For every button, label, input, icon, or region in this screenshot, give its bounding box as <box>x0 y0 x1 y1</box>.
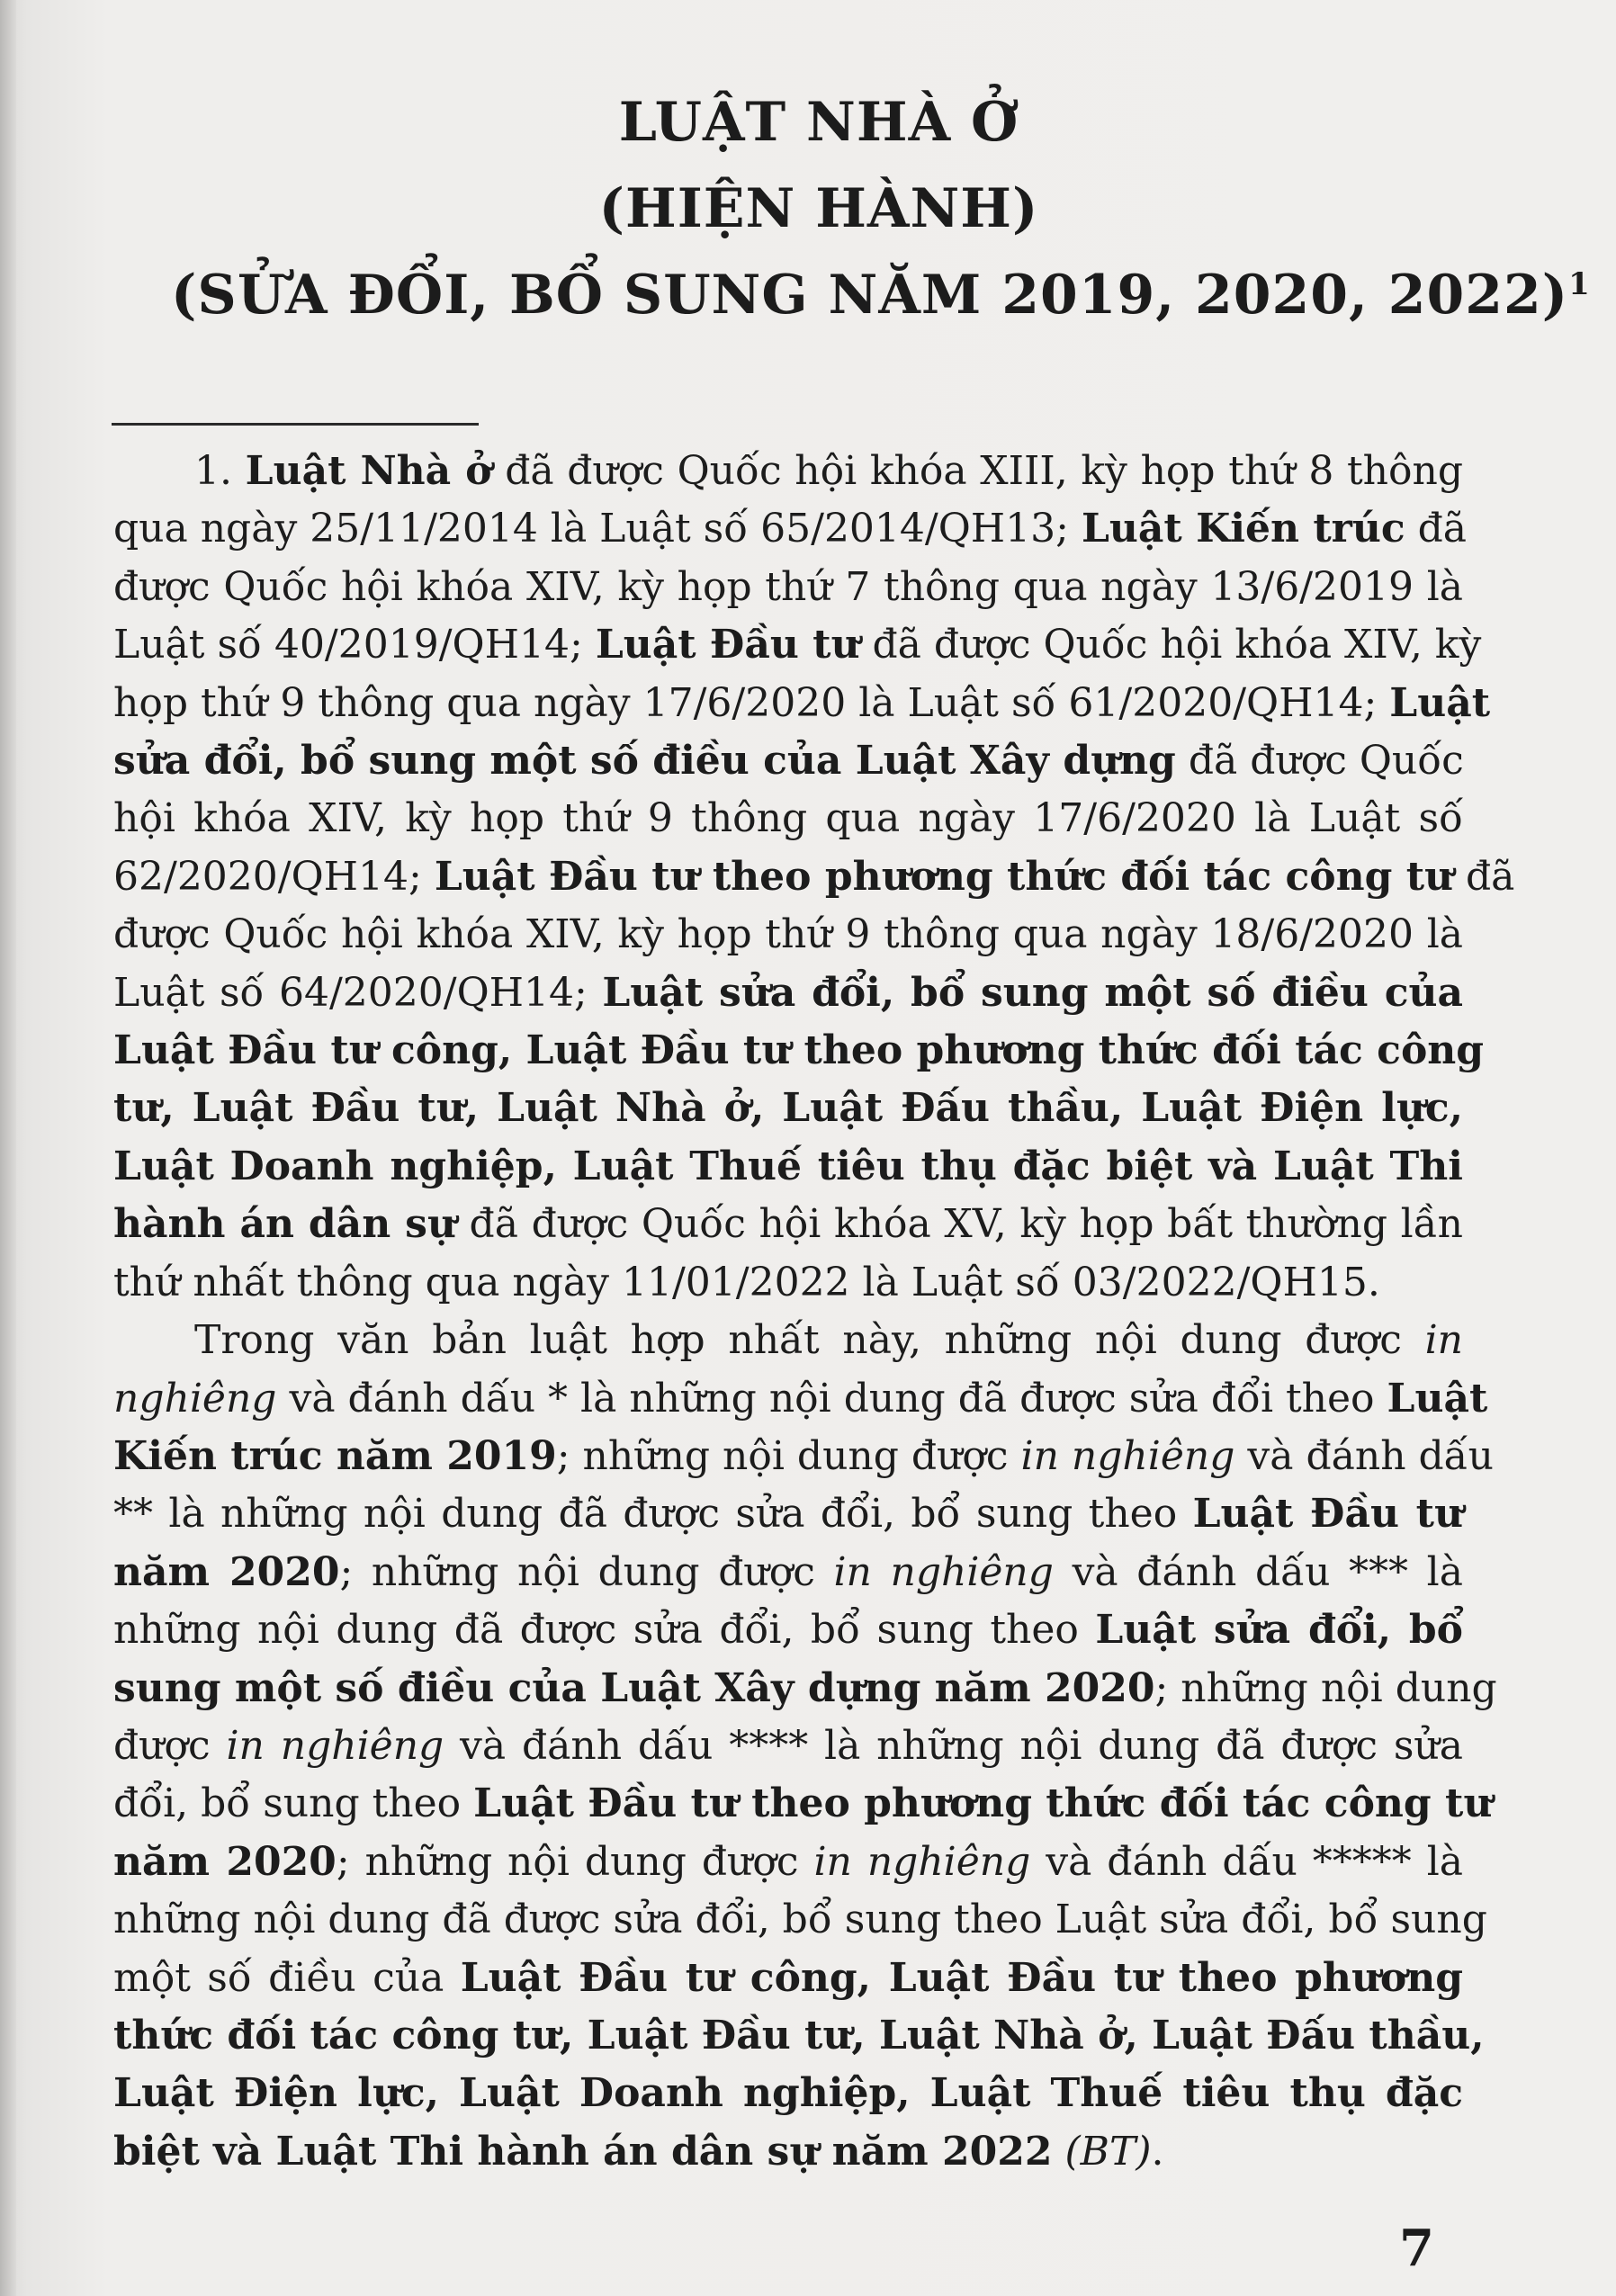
text-segment: đã được Quốc hội khóa XV, kỳ họp bất thường lần <box>455 1201 1463 1248</box>
text-segment: Trong văn bản luật hợp nhất này, những nội dung được <box>194 1317 1425 1364</box>
text-segment: Luật Nhà ở <box>245 448 492 494</box>
paragraph1-line <box>113 1022 1485 1080</box>
paragraph1-line <box>194 443 1463 500</box>
text-segment: sung một số điều của Luật Xây dựng năm 2020 <box>113 1664 1155 1711</box>
text-segment: những nội dung đã được sửa đổi, bổ sung theo Luật sửa đổi, bổ sung <box>113 1897 1487 1943</box>
title-line-3 <box>171 252 1591 338</box>
paragraph2-line <box>194 1312 1463 1369</box>
text-segment: hội khóa XIV, kỳ họp thứ 9 thông qua ngày 17/6/2020 là Luật số <box>113 795 1463 842</box>
paragraph1-line <box>113 675 1491 732</box>
text-segment: tư, Luật Đầu tư, Luật Nhà ở, Luật Đấu thầu, Luật Điện lực, <box>113 1085 1463 1132</box>
text-segment: Luật Kiến trúc <box>1081 506 1405 552</box>
paragraph2-line <box>113 1950 1463 2007</box>
text-segment: Luật sửa đổi, bổ sung một số điều của <box>602 969 1463 1016</box>
text-segment: được <box>113 1722 227 1769</box>
paragraph2-line <box>113 1834 1463 1891</box>
title-line-1: LUẬT NHÀ Ở <box>618 91 1019 154</box>
paragraph2-line <box>113 2065 1463 2122</box>
text-segment: qua ngày 25/11/2014 là Luật số 65/2014/QH13; <box>113 506 1082 552</box>
text-segment: thứ nhất thông qua ngày 11/01/2022 là Luật số 03/2022/QH15. <box>113 1259 1380 1305</box>
paragraph2-line <box>113 1428 1494 1485</box>
paragraph2-line <box>113 1660 1497 1718</box>
page-number: 7 <box>1399 2219 1434 2278</box>
paragraph1-line <box>113 906 1463 964</box>
footnote-paragraph-1 <box>113 443 1515 1312</box>
text-segment: ; những nội dung được <box>336 1838 814 1885</box>
text-segment: Kiến trúc năm 2019 <box>113 1432 557 1479</box>
text-segment: Luật số 40/2019/QH14; <box>113 622 596 668</box>
text-segment <box>1052 2129 1064 2175</box>
paragraph2-line <box>113 1601 1463 1659</box>
text-segment: Luật Đầu tư <box>1192 1491 1464 1538</box>
text-segment: Luật <box>1389 679 1491 726</box>
text-segment: năm 2020 <box>113 1548 340 1595</box>
text-segment: biệt và Luật Thi hành án dân sự năm 2022 <box>113 2128 1053 2175</box>
text-segment: và đánh dấu *** là <box>1053 1548 1463 1595</box>
text-segment: hành án dân sự <box>113 1201 456 1248</box>
footnote-paragraph-2 <box>113 1312 1497 2181</box>
paragraph1-line <box>113 732 1463 790</box>
paragraph1-line <box>113 1080 1463 1137</box>
paragraph2-line <box>113 2123 1463 2181</box>
title-line-2: (HIỆN HÀNH) <box>598 177 1039 240</box>
text-segment: . <box>1151 2128 1164 2175</box>
text-segment: in nghiêng <box>226 1722 444 1769</box>
paragraph2-line <box>113 1775 1493 1833</box>
text-segment: Luật Điện lực, Luật Doanh nghiệp, Luật Thuế tiêu thụ đặc <box>113 2070 1463 2117</box>
paragraph1-line <box>113 964 1463 1022</box>
text-segment: đã được Quốc hội khóa XIII, kỳ họp thứ 8 thông <box>491 448 1464 494</box>
text-segment: Luật Đầu tư công, Luật Đầu tư theo phương <box>460 1954 1463 2001</box>
text-segment: ; những nội dung được <box>556 1432 1021 1479</box>
text-segment: Luật <box>1387 1375 1488 1422</box>
text-segment: ; những nội dung được <box>339 1548 834 1595</box>
footnote-separator-rule <box>112 423 479 426</box>
paragraph2-line <box>113 1718 1463 1775</box>
text-segment: đã <box>1453 853 1515 900</box>
paragraph2-line <box>113 1544 1463 1601</box>
text-segment: ** là những nội dung đã được sửa đổi, bổ sung theo <box>113 1491 1193 1538</box>
paragraph2-line <box>113 1485 1463 1543</box>
paragraph2-line <box>113 2007 1485 2065</box>
text-segment: đã được Quốc hội khóa XIV, kỳ <box>859 622 1482 668</box>
text-segment: một số điều của <box>113 1954 461 2001</box>
text-segment: in nghiêng <box>813 1838 1031 1885</box>
text-segment: Luật Đầu tư công, Luật Đầu tư theo phương thức đối tác công <box>113 1027 1485 1074</box>
title-line-3-text: (SỬA ĐỔI, BỔ SUNG NĂM 2019, 2020, 2022) <box>171 264 1569 327</box>
paragraph1-line <box>113 1138 1463 1196</box>
text-segment: 62/2020/QH14; <box>113 853 435 900</box>
text-segment: Luật sửa đổi, bổ <box>1095 1607 1463 1654</box>
paragraph1-line <box>113 500 1468 558</box>
text-segment: ; những nội dung <box>1154 1664 1497 1711</box>
text-segment: in <box>1424 1317 1463 1364</box>
text-segment: đổi, bổ sung theo <box>113 1780 474 1827</box>
book-spine-shadow <box>0 0 16 2296</box>
paragraph1-line <box>113 848 1515 906</box>
text-segment: năm 2020 <box>113 1838 337 1885</box>
text-segment: nghiêng <box>113 1375 277 1422</box>
text-segment: 1. <box>194 448 246 494</box>
text-segment: Luật số 64/2020/QH14; <box>113 969 603 1016</box>
text-segment: in nghiêng <box>1020 1432 1235 1479</box>
text-segment: được Quốc hội khóa XIV, kỳ họp thứ 9 thông qua ngày 18/6/2020 là <box>113 911 1463 958</box>
paragraph2-line <box>113 1891 1487 1949</box>
law-title-block <box>171 79 1591 338</box>
text-segment: sửa đổi, bổ sung một số điều của Luật Xây dựng <box>113 738 1176 785</box>
text-segment: được Quốc hội khóa XIV, kỳ họp thứ 7 thông qua ngày 13/6/2019 là <box>113 563 1463 610</box>
paragraph1-line <box>113 616 1482 674</box>
text-segment: đã được Quốc <box>1175 738 1464 785</box>
paragraph1-line <box>113 1254 1463 1312</box>
footnote-reference-mark: 1 <box>1568 266 1591 302</box>
text-segment: họp thứ 9 thông qua ngày 17/6/2020 là Luật số 61/2020/QH14; <box>113 679 1390 726</box>
text-segment: và đánh dấu <box>1234 1432 1494 1479</box>
text-segment: và đánh dấu * là những nội dung đã được sửa đổi theo <box>276 1375 1387 1422</box>
text-segment: in nghiêng <box>833 1548 1054 1595</box>
text-segment: Luật Đầu tư theo phương thức đối tác công tư <box>473 1780 1493 1827</box>
text-segment: những nội dung đã được sửa đổi, bổ sung theo <box>113 1607 1096 1654</box>
text-segment: Luật Doanh nghiệp, Luật Thuế tiêu thụ đặc biệt và Luật Thi <box>113 1143 1463 1189</box>
paragraph1-line <box>113 790 1463 848</box>
text-segment: thức đối tác công tư, Luật Đầu tư, Luật Nhà ở, Luật Đấu thầu, <box>113 2012 1485 2058</box>
text-segment: Luật Đầu tư theo phương thức đối tác công tư <box>434 853 1454 900</box>
paragraph2-line <box>113 1370 1488 1428</box>
text-segment: và đánh dấu ***** là <box>1030 1838 1463 1885</box>
text-segment: và đánh dấu **** là những nội dung đã được sửa <box>444 1722 1463 1769</box>
paragraph1-line <box>113 1196 1463 1253</box>
text-segment: đã <box>1405 506 1468 552</box>
footnote-body <box>113 443 1515 2181</box>
paragraph1-line <box>113 559 1463 616</box>
text-segment: (BT) <box>1064 2128 1152 2175</box>
text-segment: Luật Đầu tư <box>595 622 860 668</box>
